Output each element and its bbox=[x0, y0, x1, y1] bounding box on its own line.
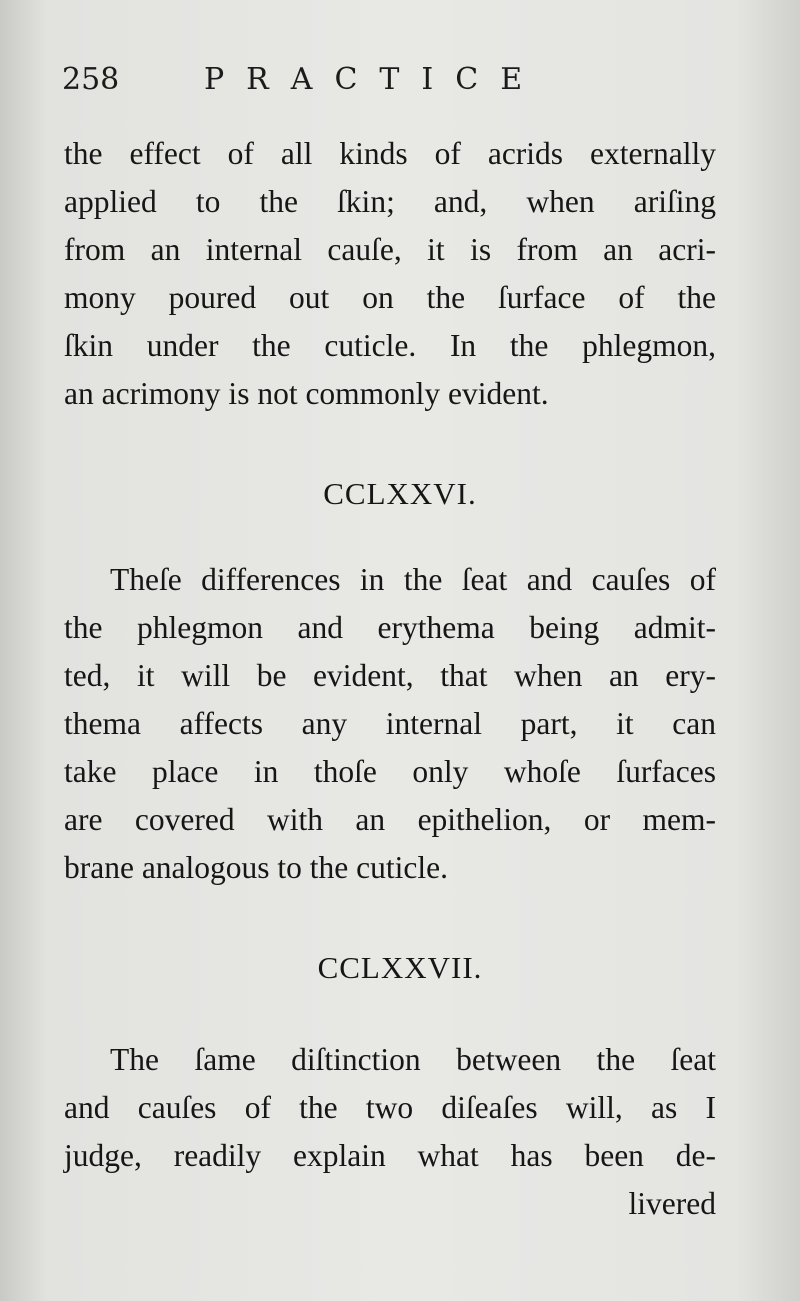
text-line: brane analogous to the cuticle. bbox=[64, 850, 448, 885]
catchword: livered bbox=[628, 1186, 716, 1221]
paragraph-continued bbox=[64, 130, 716, 418]
text-line: the phlegmon and erythema being admit- bbox=[64, 610, 716, 645]
text-line: mony poured out on the ſurface of the bbox=[64, 280, 716, 315]
paragraph-cclxxvi bbox=[64, 556, 716, 892]
text-line: and cauſes of the two diſeaſes will, as I bbox=[64, 1090, 716, 1125]
text-line: applied to the ſkin; and, when ariſing bbox=[64, 184, 716, 219]
text-line: thema affects any internal part, it can bbox=[64, 706, 716, 741]
text-line: ted, it will be evident, that when an ery- bbox=[64, 658, 716, 693]
page-number: 258 bbox=[62, 62, 120, 97]
text-line: Theſe differences in the ſeat and cauſes of bbox=[110, 562, 716, 597]
paragraph-cclxxvii bbox=[64, 1036, 716, 1228]
text-line: ſkin under the cuticle. In the phlegmon, bbox=[64, 328, 716, 363]
text-line: The ſame diſtinction between the ſeat bbox=[110, 1042, 716, 1077]
text-line: are covered with an epithelion, or mem- bbox=[64, 802, 716, 837]
text-line: from an internal cauſe, it is from an acri- bbox=[64, 232, 716, 267]
text-line: an acrimony is not commonly evident. bbox=[64, 376, 549, 411]
text-line: the effect of all kinds of acrids externally bbox=[64, 136, 716, 171]
section-heading: CCLXXVI. bbox=[323, 476, 477, 511]
running-head: PRACTICE bbox=[204, 62, 545, 97]
text-line: judge, readily explain what has been de- bbox=[64, 1138, 716, 1173]
text-line: take place in thoſe only whoſe ſurfaces bbox=[64, 754, 716, 789]
section-heading: CCLXXVII. bbox=[317, 950, 483, 985]
page-header bbox=[62, 62, 712, 106]
